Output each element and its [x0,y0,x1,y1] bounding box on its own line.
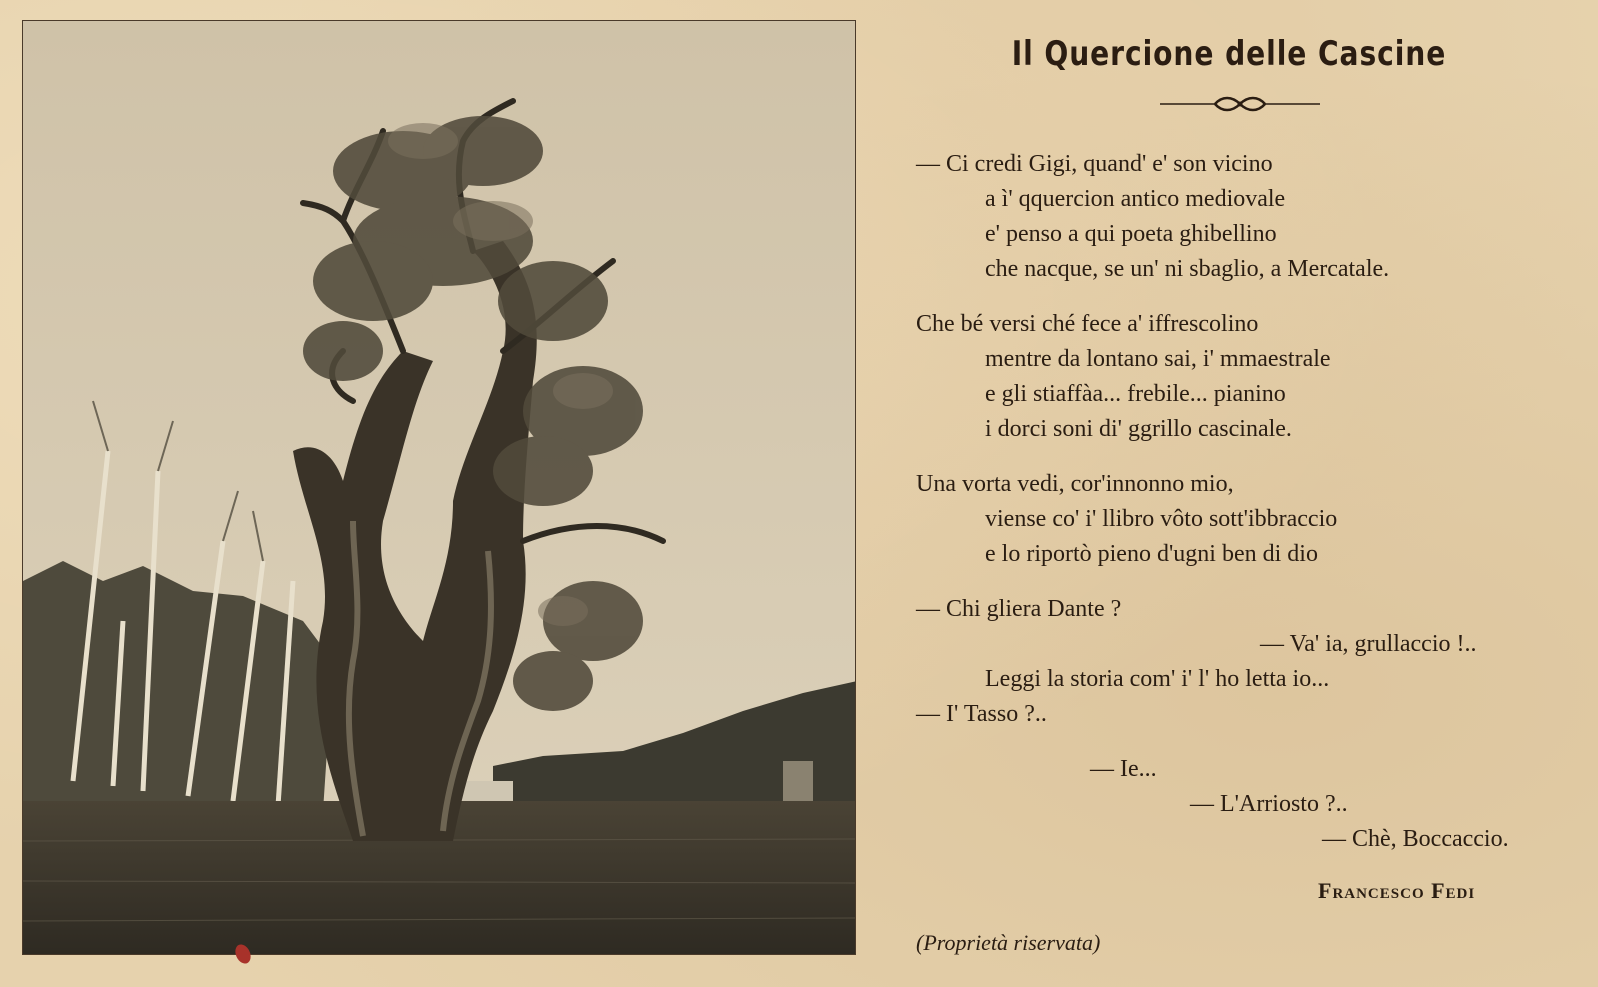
title-ornament [1160,92,1320,120]
poem-line: — Ci credi Gigi, quand' e' son vicino [916,151,1273,177]
poem-line: Leggi la storia com' i' l' ho letta io... [985,666,1330,692]
poem-line: Che bé versi ché fece a' iffrescolino [916,311,1259,337]
poem-line: — L'Arriosto ?.. [1190,791,1348,817]
poem-line: viense co' i' llibro vôto sott'ibbraccio [985,506,1338,532]
poem-line: — Ie... [1090,756,1157,782]
poem-line: e lo riportò pieno d'ugni ben di dio [985,541,1318,567]
author-signature: Francesco Fedi [1318,878,1476,903]
poem-line: mentre da lontano sai, i' mmaestrale [985,346,1331,372]
poem-line: e' penso a qui poeta ghibellino [985,221,1277,247]
poem-line: che nacque, se un' ni sbaglio, a Mercatale. [985,256,1390,282]
rights-notice: (Proprietà riservata) [916,930,1101,955]
oak-tree-photograph [22,20,856,955]
poem-title: Il Quercione delle Cascine [1011,34,1447,74]
poem-line: — Chè, Boccaccio. [1322,826,1509,852]
poem-line: a ì' qquercion antico mediovale [985,186,1286,212]
poem-line: e gli stiaffàa... frebile... pianino [985,381,1286,407]
poem-line: i dorci soni di' ggrillo cascinale. [985,416,1292,442]
poem-line: Una vorta vedi, cor'innonno mio, [916,471,1234,497]
poem-line: — Chi gliera Dante ? [916,596,1122,622]
poem-line: — I' Tasso ?.. [916,701,1047,727]
poem-line: — Va' ia, grullaccio !.. [1260,631,1477,657]
